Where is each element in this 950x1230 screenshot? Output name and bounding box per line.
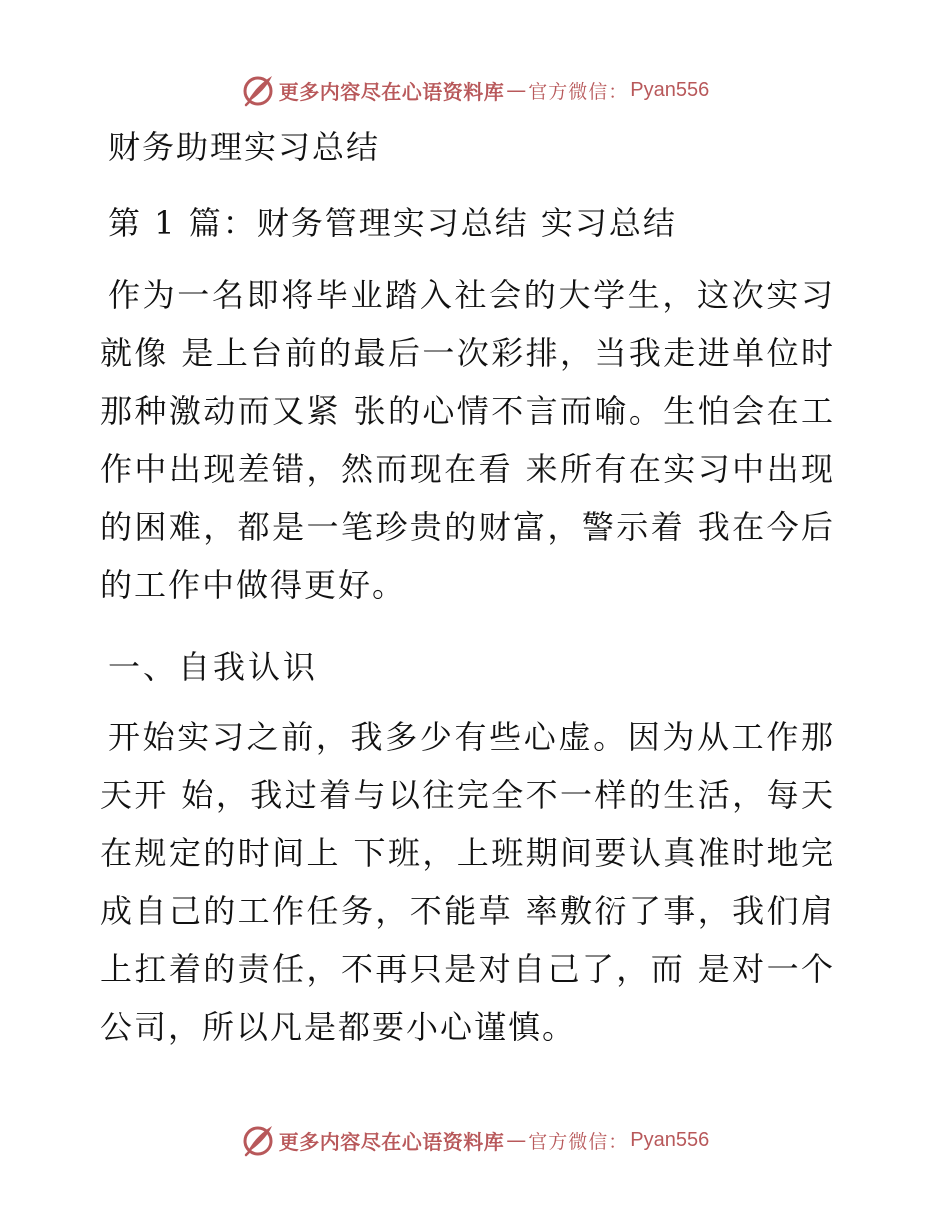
footer-wechat-account: Pyan556 [630, 1128, 710, 1151]
paragraph-self-awareness: 开始实习之前，我多少有些心虚。因为从工作那天开 始，我过着与以往完全不一样的生活，每天在规定的时间上 下班，上班期间要认真准时地完成自己的工作任务，不能草 率敷衍了事，我们肩上扛着的责任，不再只是对自己了，而 是对一个公司，所以凡是都要小心谨慎。 [100, 718, 835, 1046]
document-title: 财务助理实习总结 [108, 128, 381, 166]
footer-wechat-label: 官方微信： [528, 1130, 629, 1153]
paragraph-intro: 作为一名即将毕业踏入社会的大学生，这次实习就像 是上台前的最后一次彩排，当我走进单位时那种激动而又紧 张的心情不言而喻。生怕会在工作中出现差错，然而现在看 来所有在实习中出现的困难，都是一笔珍贵的财富，警示着 我在今后的工作中做得更好。 [100, 276, 835, 604]
feather-pen-logo-icon [241, 1123, 275, 1157]
footer-promo-text: 更多内容尽在心语资料库 [278, 1129, 505, 1154]
header-banner [0, 70, 950, 110]
header-wechat-account: Pyan556 [630, 78, 710, 101]
header-dash: — [506, 78, 527, 102]
footer-dash: — [506, 1128, 527, 1152]
footer-banner [0, 1120, 950, 1160]
subheading-self-awareness: 一、自我认识 [108, 648, 319, 686]
feather-pen-logo-icon [241, 73, 275, 107]
header-wechat-label: 官方微信： [528, 80, 629, 103]
header-promo-text: 更多内容尽在心语资料库 [278, 79, 505, 104]
section-heading: 第 1 篇：财务管理实习总结 实习总结 [108, 204, 677, 242]
